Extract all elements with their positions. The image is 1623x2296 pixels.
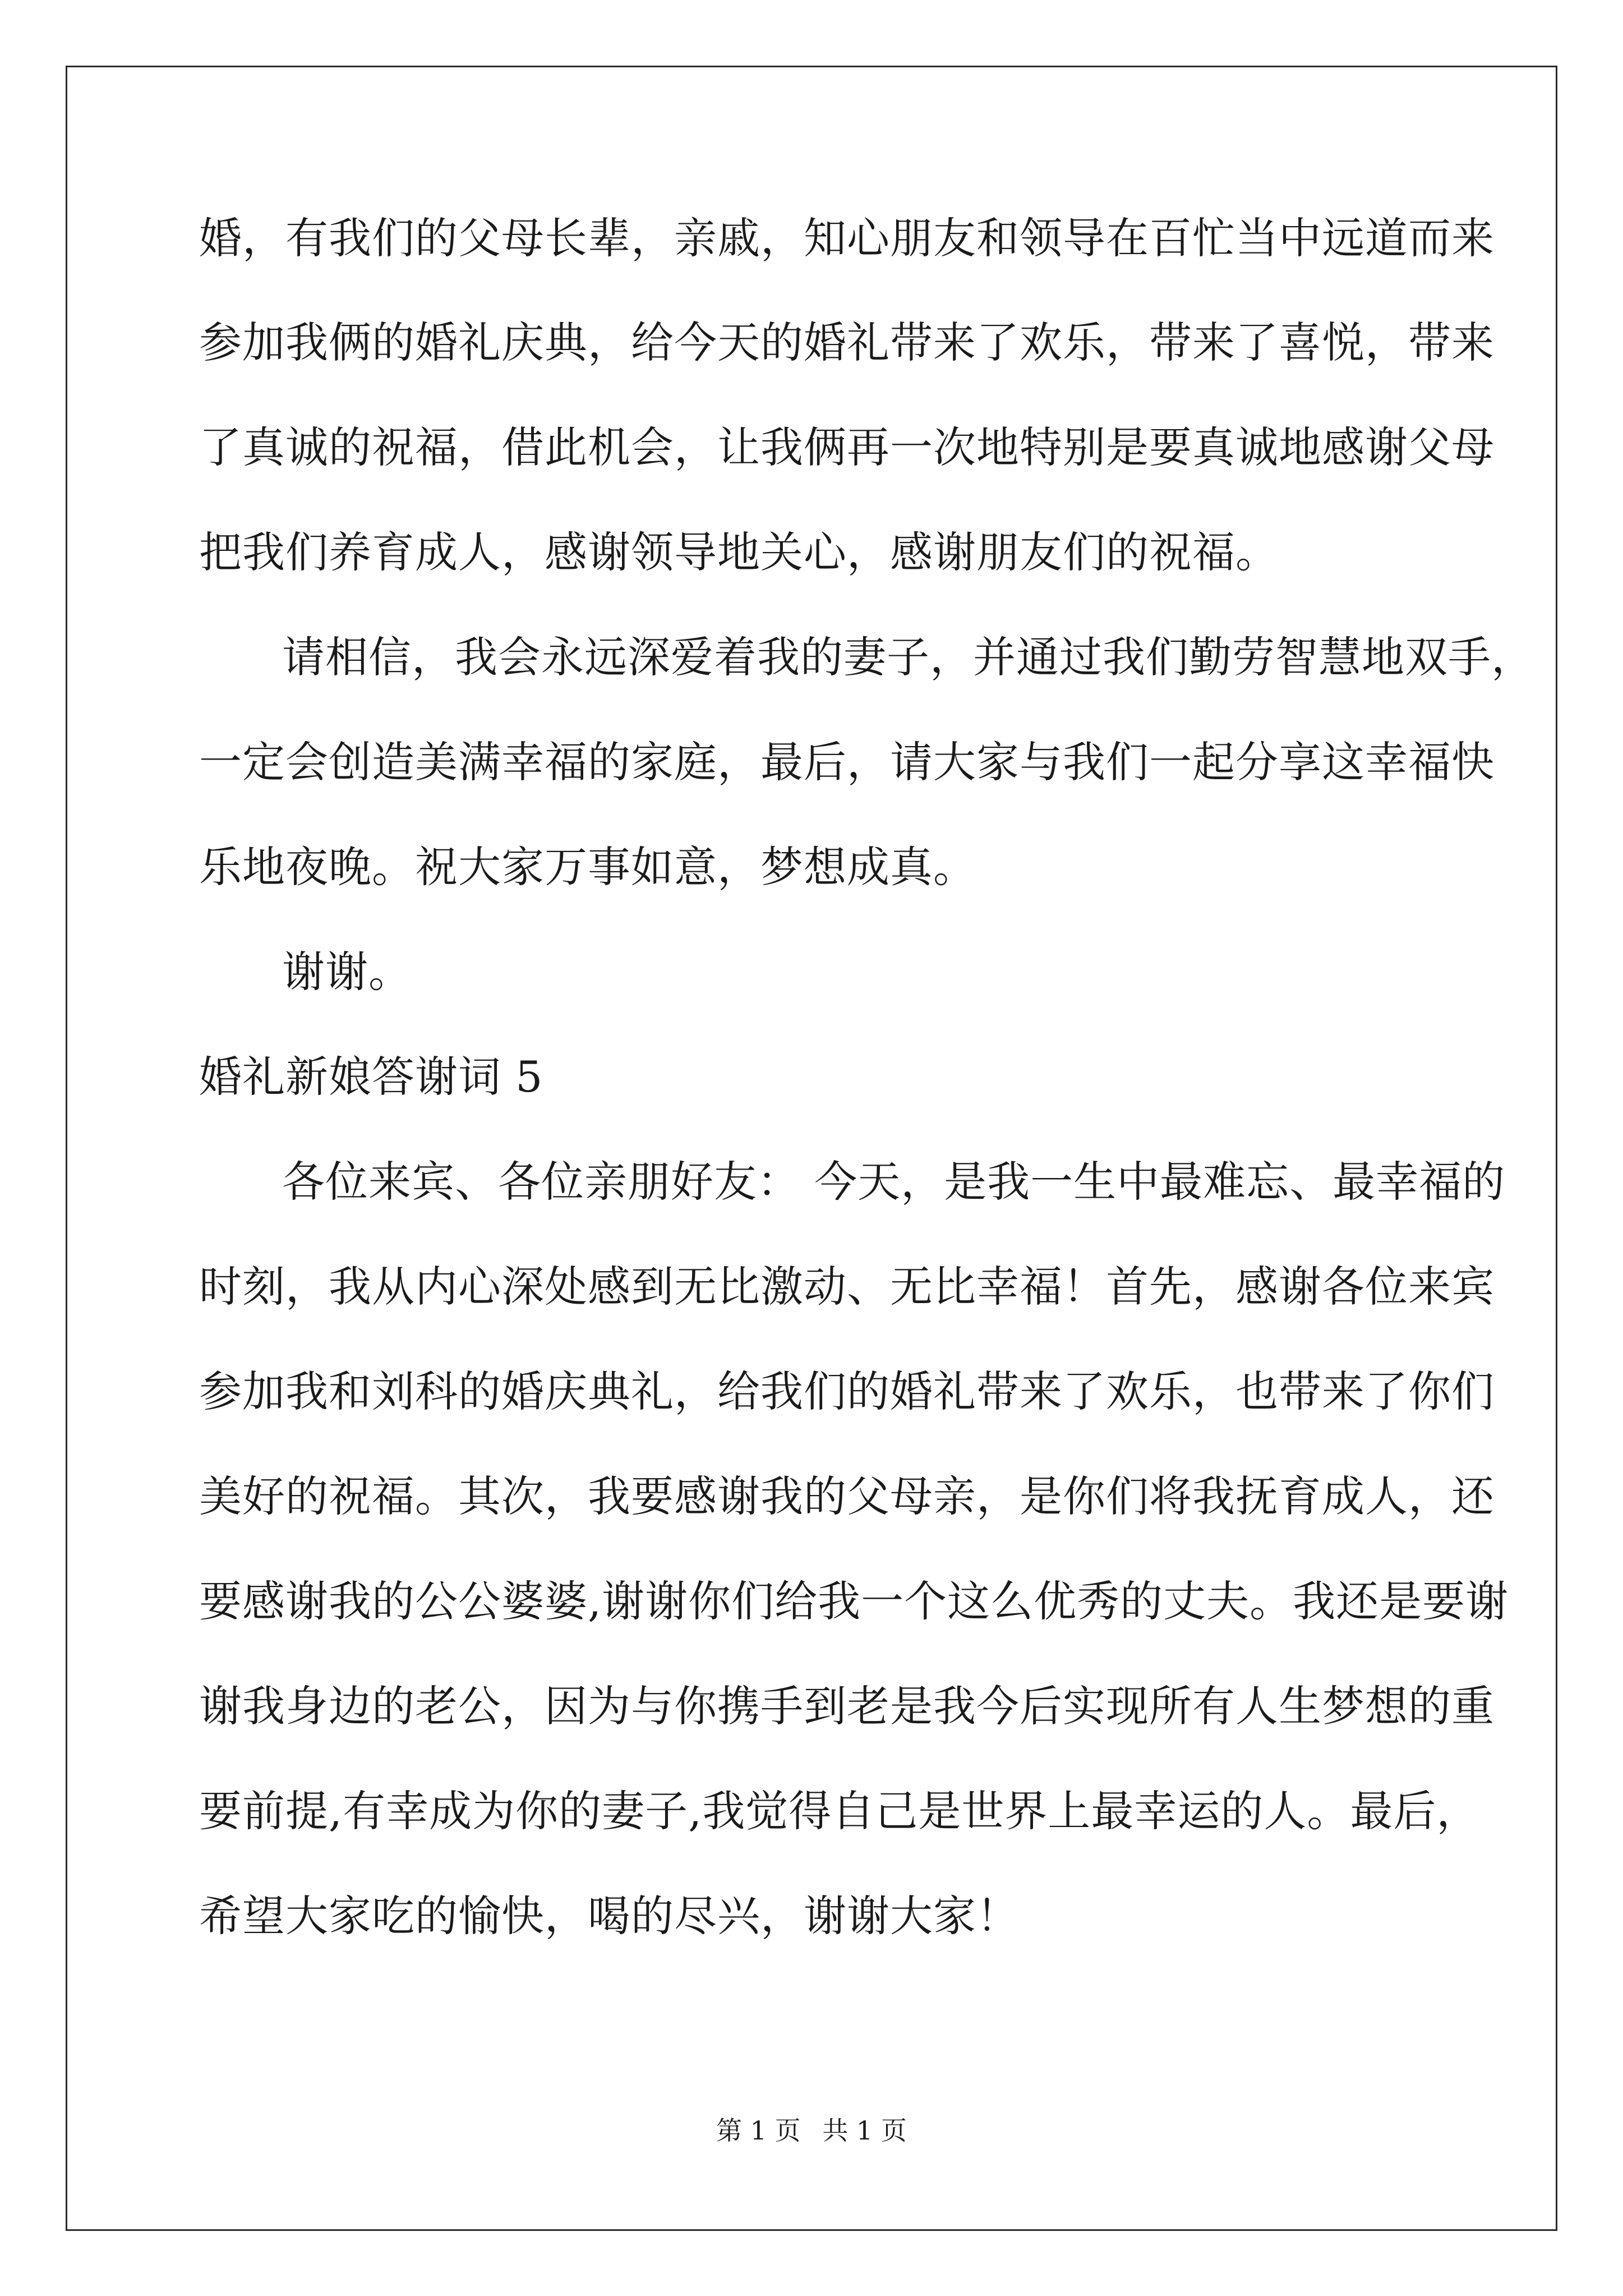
text-line: 要感谢我的公公婆婆,谢谢你们给我一个这么优秀的丈夫。我还是要谢 <box>199 1576 1509 1626</box>
text-line: 把我们养育成人，感谢领导地关心，感谢朋友们的祝福。 <box>199 527 1279 577</box>
text-line: 参加我俩的婚礼庆典，给今天的婚礼带来了欢乐，带来了喜悦，带来 <box>199 318 1495 367</box>
text-line: 希望大家吃的愉快，喝的尽兴，谢谢大家！ <box>199 1891 1020 1941</box>
thanks-line: 谢谢。 <box>282 947 412 997</box>
text-line: 时刻，我从内心深处感到无比激动、无比幸福！首先，感谢各位来宾 <box>199 1262 1495 1312</box>
page-total: 共 1 页 <box>822 2115 907 2146</box>
text-line: 了真诚的祝福，借此机会，让我俩再一次地特别是要真诚地感谢父母 <box>199 422 1495 472</box>
text-line: 美好的祝福。其次，我要感谢我的父母亲，是你们将我抚育成人，还 <box>199 1471 1495 1521</box>
section-heading: 婚礼新娘答谢词 5 <box>199 1052 543 1102</box>
page-number: 第 1 页 <box>716 2115 801 2146</box>
paragraph-start-line: 请相信，我会永远深爱着我的妻子，并通过我们勤劳智慧地双手， <box>282 632 1534 682</box>
text-line: 参加我和刘科的婚庆典礼，给我们的婚礼带来了欢乐，也带来了你们 <box>199 1366 1495 1416</box>
paragraph-start-line: 各位来宾、各位亲朋好友： 今天，是我一生中最难忘、最幸福的 <box>282 1157 1506 1207</box>
page-footer <box>0 2114 1623 2147</box>
text-line: 谢我身边的老公，因为与你携手到老是我今后实现所有人生梦想的重 <box>199 1681 1495 1731</box>
text-line: 乐地夜晚。祝大家万事如意，梦想成真。 <box>199 842 976 892</box>
text-line: 要前提,有幸成为你的妻子,我觉得自己是世界上最幸运的人。最后， <box>199 1786 1480 1836</box>
text-line: 婚，有我们的父母长辈，亲戚，知心朋友和领导在百忙当中远道而来 <box>199 213 1495 263</box>
text-line: 一定会创造美满幸福的家庭，最后，请大家与我们一起分享这幸福快 <box>199 737 1495 787</box>
